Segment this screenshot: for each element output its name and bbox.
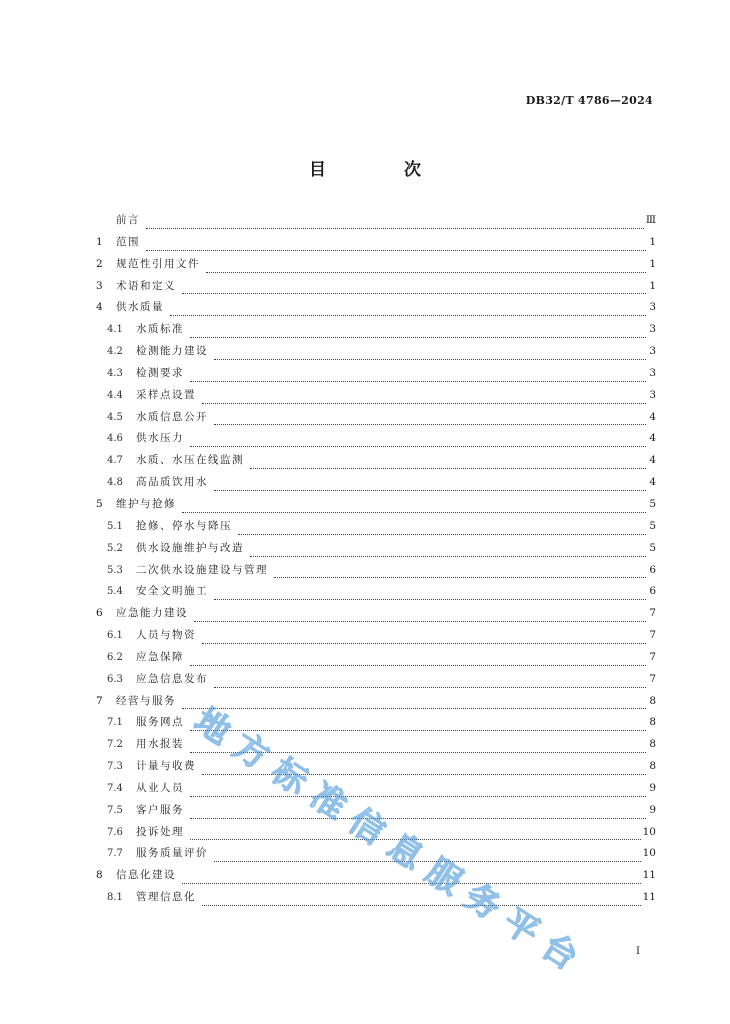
toc-entry-page: 10 [642, 847, 656, 860]
toc-entry[interactable] [96, 299, 656, 321]
toc-entry-title: 经营与服务 [116, 694, 176, 707]
toc-entry-number: 4.4 [107, 389, 123, 401]
toc-leader-dots [202, 632, 646, 644]
toc-entry[interactable] [96, 387, 656, 409]
toc-entry-page: 8 [649, 760, 656, 773]
toc-entry-number: 3 [96, 279, 103, 292]
toc-entry-title: 水质信息公开 [136, 410, 208, 423]
toc-leader-dots [190, 785, 646, 797]
toc-entry-title: 人员与物资 [136, 629, 196, 642]
toc-leader-dots [182, 872, 641, 884]
toc-entry[interactable] [96, 802, 656, 824]
toc-entry-number: 4.3 [107, 367, 123, 379]
toc-entry-page: 3 [649, 366, 656, 379]
toc-entry-number: 7.5 [107, 804, 123, 816]
toc-entry[interactable] [96, 234, 656, 256]
toc-entry[interactable] [96, 758, 656, 780]
toc-entry-title: 维护与抢修 [116, 497, 176, 510]
toc-entry-page: 6 [649, 563, 656, 576]
toc-entry-page: 11 [642, 891, 656, 904]
toc-leader-dots [190, 370, 646, 382]
toc-entry-title: 投诉处理 [136, 825, 184, 838]
toc-entry-number: 7.2 [107, 739, 123, 751]
toc-entry-number: 8.1 [107, 892, 123, 904]
toc-leader-dots [214, 676, 646, 688]
toc-entry-page: 8 [649, 716, 656, 729]
toc-leader-dots [190, 719, 646, 731]
toc-leader-dots [214, 588, 646, 600]
toc-entry[interactable] [96, 452, 656, 474]
toc-entry[interactable] [96, 824, 656, 846]
toc-entry-number: 4.8 [107, 477, 123, 489]
toc-entry-number: 4.5 [107, 411, 123, 423]
toc-entry-title: 水质、水压在线监测 [136, 454, 244, 467]
toc-entry-page: 11 [642, 869, 656, 882]
toc-entry-page: 7 [649, 607, 656, 620]
toc-entry[interactable] [96, 409, 656, 431]
toc-entry-number: 6.3 [107, 673, 123, 685]
toc-leader-dots [170, 304, 646, 316]
page-title: 目 次 [309, 160, 457, 180]
table-of-contents [96, 212, 656, 911]
toc-entry-page: 4 [649, 410, 656, 423]
toc-entry-page: 4 [649, 432, 656, 445]
toc-entry-page: 3 [649, 345, 656, 358]
watermark: 地方标准信息服务平台 [187, 700, 595, 985]
toc-leader-dots [190, 807, 646, 819]
toc-entry-page: 10 [642, 825, 656, 838]
toc-entry-number: 5 [96, 497, 103, 510]
toc-entry-title: 从业人员 [136, 781, 184, 794]
toc-entry-page: 5 [649, 519, 656, 532]
toc-entry-number: 7.1 [107, 717, 123, 729]
toc-entry-title: 高品质饮用水 [136, 476, 208, 489]
toc-entry-page: 3 [649, 301, 656, 314]
toc-leader-dots [202, 763, 646, 775]
toc-entry[interactable] [96, 321, 656, 343]
toc-leader-dots [194, 610, 646, 622]
toc-entry-number: 7 [96, 694, 103, 707]
toc-leader-dots [214, 348, 646, 360]
toc-entry-title: 供水设施维护与改造 [136, 541, 244, 554]
toc-entry-title: 检测能力建设 [136, 345, 208, 358]
toc-entry-number: 4 [96, 301, 103, 314]
toc-entry-page: 1 [649, 279, 656, 292]
toc-entry[interactable] [96, 540, 656, 562]
toc-entry-page: 5 [649, 497, 656, 510]
toc-leader-dots [146, 239, 646, 251]
toc-leader-dots [202, 894, 641, 906]
toc-leader-dots [190, 741, 646, 753]
toc-entry-number: 7.7 [107, 848, 123, 860]
toc-leader-dots [190, 326, 646, 338]
toc-leader-dots [182, 501, 646, 513]
toc-leader-dots [146, 217, 644, 229]
toc-entry-page: 9 [649, 803, 656, 816]
toc-entry-page: 7 [649, 672, 656, 685]
toc-entry[interactable] [96, 365, 656, 387]
toc-entry-title: 采样点设置 [136, 388, 196, 401]
toc-entry-title: 二次供水设施建设与管理 [136, 563, 268, 576]
toc-leader-dots [190, 435, 646, 447]
toc-leader-dots [182, 697, 646, 709]
toc-entry-title: 供水质量 [116, 301, 164, 314]
toc-entry[interactable] [96, 518, 656, 540]
toc-entry-title: 计量与收费 [136, 760, 196, 773]
toc-entry-title: 术语和定义 [116, 279, 176, 292]
toc-entry-number: 4.1 [107, 324, 123, 336]
toc-entry-title: 安全文明施工 [136, 585, 208, 598]
toc-entry[interactable] [96, 562, 656, 584]
toc-entry-number: 6 [96, 607, 103, 620]
toc-entry[interactable] [96, 736, 656, 758]
toc-leader-dots [214, 413, 646, 425]
toc-entry-number: 4.2 [107, 346, 123, 358]
toc-entry-page: 8 [649, 738, 656, 751]
toc-entry-number: 2 [96, 257, 103, 270]
toc-entry-page: 1 [649, 257, 656, 270]
toc-entry[interactable] [96, 496, 656, 518]
toc-entry-number: 8 [96, 869, 103, 882]
toc-entry-number: 7.4 [107, 782, 123, 794]
toc-entry-title: 前言 [116, 214, 140, 226]
toc-leader-dots [274, 566, 646, 578]
toc-entry[interactable] [96, 212, 656, 234]
toc-leader-dots [182, 282, 646, 294]
toc-leader-dots [238, 523, 646, 535]
toc-leader-dots [202, 392, 646, 404]
toc-entry-number: 5.2 [107, 542, 123, 554]
toc-entry-title: 管理信息化 [136, 891, 196, 904]
toc-leader-dots [206, 261, 646, 273]
toc-entry-title: 抢修、停水与降压 [136, 519, 232, 532]
toc-entry-page: 5 [649, 541, 656, 554]
toc-entry-title: 规范性引用文件 [116, 257, 200, 270]
toc-entry[interactable] [96, 714, 656, 736]
toc-leader-dots [250, 545, 646, 557]
toc-leader-dots [214, 850, 641, 862]
toc-entry-number: 7.6 [107, 826, 123, 838]
toc-entry-title: 客户服务 [136, 803, 184, 816]
toc-entry[interactable] [96, 605, 656, 627]
toc-entry-title: 信息化建设 [116, 869, 176, 882]
toc-entry[interactable] [96, 671, 656, 693]
toc-entry-title: 供水压力 [136, 432, 184, 445]
toc-entry-page: 3 [649, 388, 656, 401]
toc-entry-page: 7 [649, 650, 656, 663]
toc-entry-number: 5.1 [107, 520, 123, 532]
toc-entry-title: 应急能力建设 [116, 607, 188, 620]
toc-entry[interactable] [96, 845, 656, 867]
toc-entry-page: Ⅲ [645, 214, 656, 226]
toc-entry-title: 水质标准 [136, 323, 184, 336]
toc-entry-number: 6.1 [107, 630, 123, 642]
toc-leader-dots [214, 479, 646, 491]
toc-entry-page: 4 [649, 476, 656, 489]
toc-entry-number: 4.7 [107, 455, 123, 467]
toc-entry[interactable] [96, 649, 656, 671]
page-number: I [636, 946, 640, 957]
toc-entry-title: 应急保障 [136, 650, 184, 663]
toc-leader-dots [190, 828, 641, 840]
toc-entry-title: 服务网点 [136, 716, 184, 729]
toc-entry-page: 9 [649, 781, 656, 794]
toc-entry[interactable] [96, 889, 656, 911]
toc-entry-page: 3 [649, 323, 656, 336]
toc-entry[interactable] [96, 256, 656, 278]
toc-entry-title: 检测要求 [136, 366, 184, 379]
toc-entry-number: 7.3 [107, 761, 123, 773]
toc-entry[interactable] [96, 278, 656, 300]
toc-entry-title: 用水报装 [136, 738, 184, 751]
standard-code: DB32/T 4786—2024 [525, 94, 653, 107]
toc-leader-dots [250, 457, 646, 469]
toc-entry[interactable] [96, 583, 656, 605]
toc-entry-page: 6 [649, 585, 656, 598]
toc-entry-page: 4 [649, 454, 656, 467]
toc-entry-page: 7 [649, 629, 656, 642]
toc-entry[interactable] [96, 780, 656, 802]
toc-entry[interactable] [96, 474, 656, 496]
toc-entry-number: 1 [96, 235, 103, 248]
toc-entry-page: 8 [649, 694, 656, 707]
toc-entry[interactable] [96, 430, 656, 452]
toc-entry[interactable] [96, 693, 656, 715]
toc-entry-title: 应急信息发布 [136, 672, 208, 685]
toc-entry-number: 4.6 [107, 433, 123, 445]
toc-entry-number: 5.4 [107, 586, 123, 598]
toc-entry-number: 6.2 [107, 651, 123, 663]
toc-entry-page: 1 [649, 235, 656, 248]
toc-entry-title: 范围 [116, 235, 140, 248]
toc-entry[interactable] [96, 343, 656, 365]
toc-entry-title: 服务质量评价 [136, 847, 208, 860]
toc-entry-number: 5.3 [107, 564, 123, 576]
toc-leader-dots [190, 654, 646, 666]
toc-entry[interactable] [96, 627, 656, 649]
toc-entry[interactable] [96, 867, 656, 889]
